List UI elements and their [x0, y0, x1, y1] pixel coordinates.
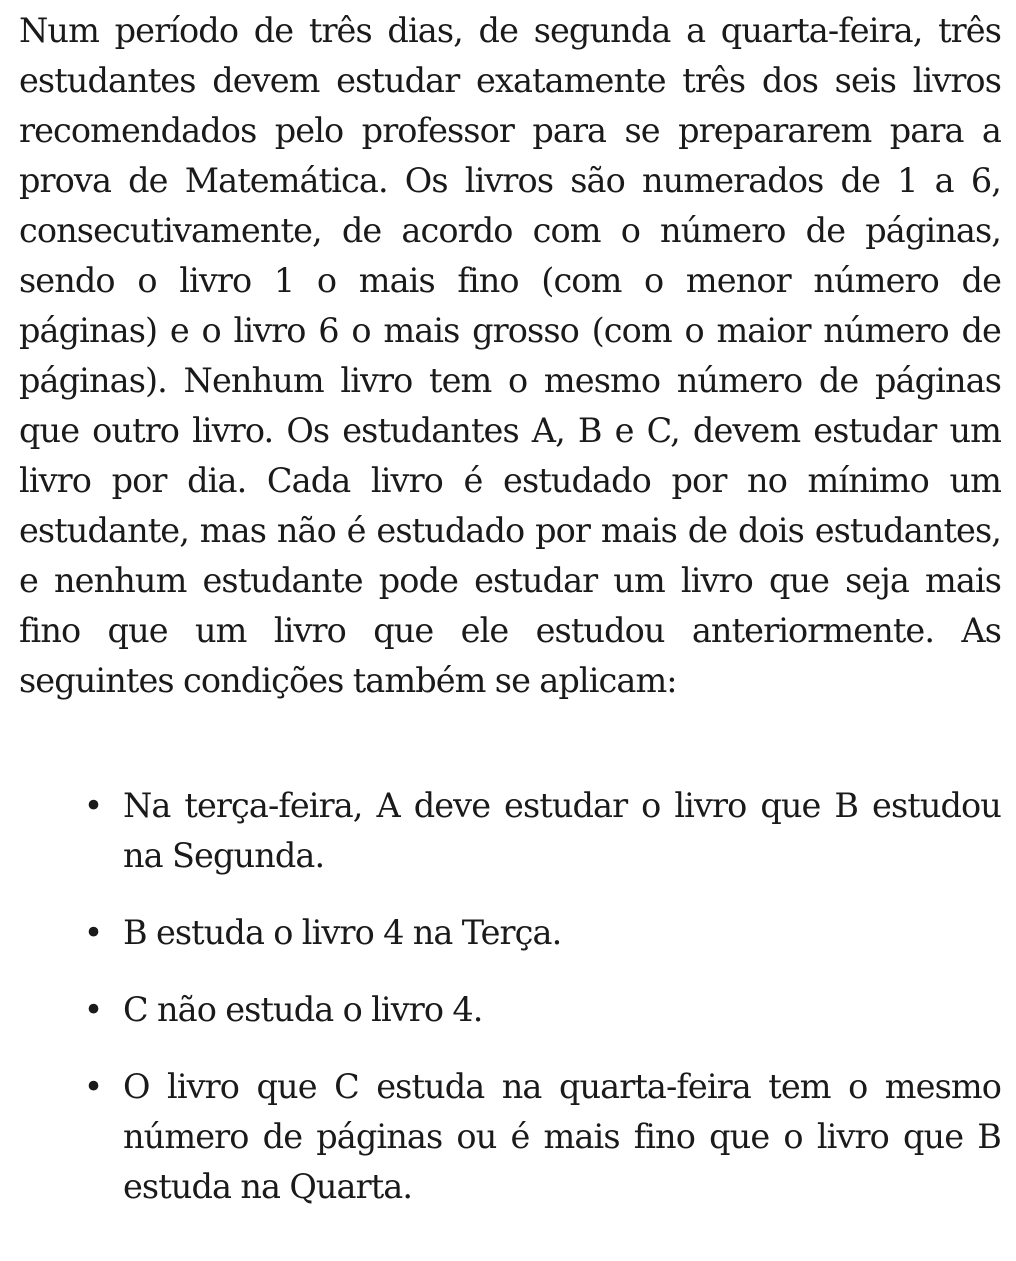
condition-item	[83, 908, 1001, 958]
condition-text: C não estuda o livro 4.	[123, 990, 483, 1029]
condition-text: B estuda o livro 4 na Terça.	[123, 913, 562, 952]
bullet-icon: •	[83, 1067, 103, 1106]
condition-text: O livro que C estuda na quarta-feira tem o mesmo número de páginas ou é mais fino que o livro que B estuda na Quarta.	[123, 1067, 1001, 1206]
condition-item	[83, 781, 1001, 881]
bullet-icon: •	[83, 913, 103, 952]
conditions-list	[19, 781, 1001, 1212]
problem-statement-paragraph: Num período de três dias, de segunda a quarta-feira, três estudantes devem estudar exatamente três dos seis livros recomendados pelo professor para se prepararem para a prova de Matemática. Os livros são numerados de 1 a 6, consecutivamente, de acordo com o número de páginas, sendo o livro 1 o mais fino (com o menor número de páginas) e o livro 6 o mais grosso (com o maior número de páginas). Nenhum livro tem o mesmo número de páginas que outro livro. Os estudantes A, B e C, devem estudar um livro por dia. Cada livro é estudado por no mínimo um estudante, mas não é estudado por mais de dois estudantes, e nenhum estudante pode estudar um livro que seja mais fino que um livro que ele estudou anteriormente. As seguintes condições também se aplicam:	[19, 11, 1001, 700]
condition-item	[83, 1062, 1001, 1212]
bullet-icon: •	[83, 990, 103, 1029]
bullet-icon: •	[83, 786, 103, 825]
condition-text: Na terça-feira, A deve estudar o livro que B estudou na Segunda.	[123, 786, 1001, 875]
document-page	[19, 6, 1001, 1239]
condition-item	[83, 985, 1001, 1035]
